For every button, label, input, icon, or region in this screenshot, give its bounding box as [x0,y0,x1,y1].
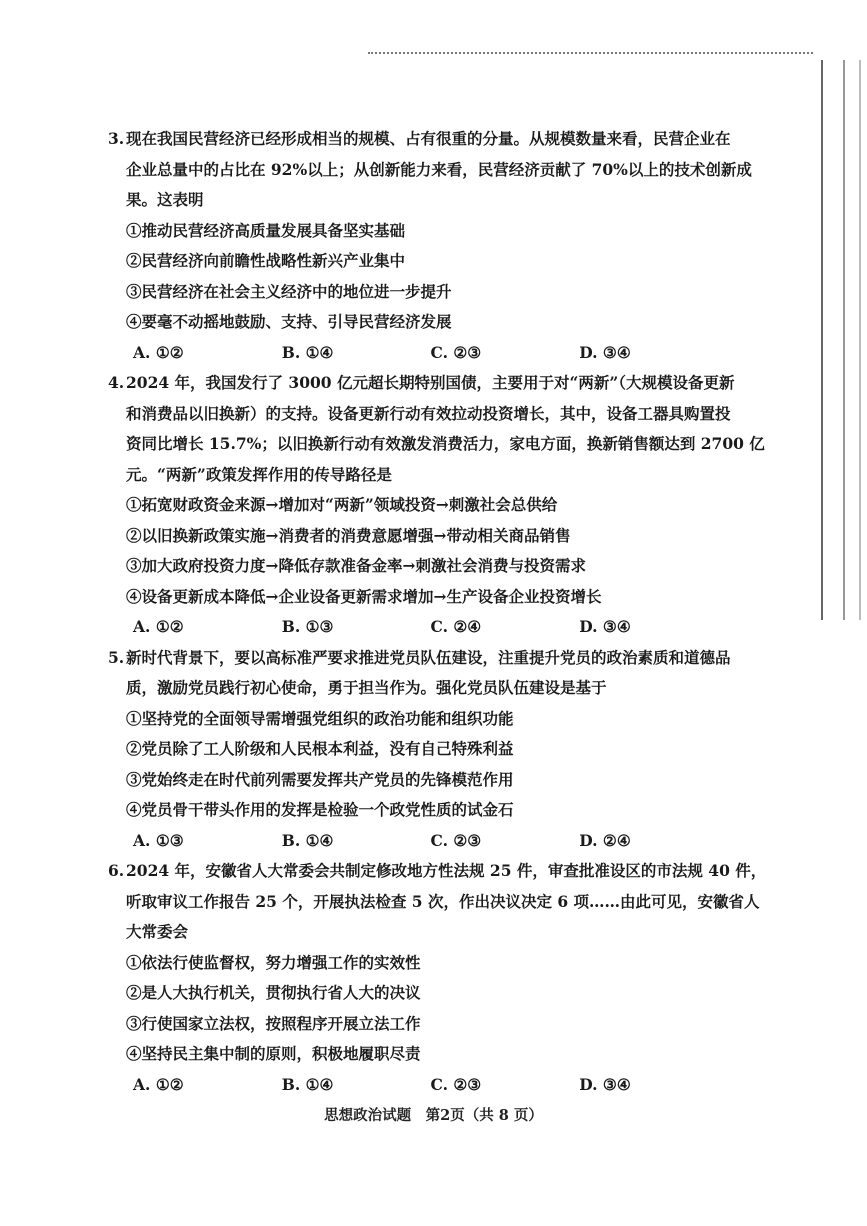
question-stem-text: 2024 年，我国发行了 3000 亿元超长期特别国债，主要用于对“两新”（大规模设备更新 [126,373,735,392]
answer-choice[interactable]: B. ①④ [281,342,334,362]
answer-choice[interactable]: D. ③④ [579,1074,631,1094]
question-5 [108,643,731,857]
question-6 [108,856,767,1100]
answer-choice[interactable]: C. ②③ [430,830,482,850]
statement-option: ①坚持党的全面领导需增强党组织的政治功能和组织功能 [126,708,514,728]
statement-option: ②民营经济向前瞻性战略性新兴产业集中 [126,251,406,270]
answer-choice[interactable]: A. ①② [133,1074,184,1094]
answer-choice[interactable]: B. ①④ [281,830,334,850]
question-stem-line: 企业总量中的占比在 92%以上；从创新能力来看，民营经济贡献了 70%以上的技术创新成 [126,159,752,179]
statement-option: ②以旧换新政策实施→消费者的消费意愿增强→带动相关商品销售 [126,525,571,545]
question-stem-line [108,643,731,674]
answer-choice[interactable]: D. ③④ [579,342,631,362]
answer-choice[interactable]: C. ②③ [430,1074,482,1094]
answer-choice[interactable]: C. ②④ [430,617,482,636]
page-footer: 思想政治试题 第2页（共 8 页） [324,1107,543,1124]
question-4 [108,368,765,643]
answer-choices [108,612,728,643]
scan-edge-line [843,60,845,620]
statement-option: ①推动民营经济高质量发展具备坚实基础 [126,220,406,240]
statement-option: ④设备更新成本降低→企业设备更新需求增加→生产设备企业投资增长 [126,586,602,606]
statement-option: ④党员骨干带头作用的发挥是检验一个政党性质的试金石 [126,800,514,819]
question-number: 5. [108,647,125,667]
statement-option: ③加大政府投资力度→降低存款准备金率→刺激社会消费与投资需求 [126,556,586,575]
statement-option: ③行使国家立法权，按照程序开展立法工作 [126,1013,421,1033]
question-stem-text: 2024 年，安徽省人大常委会共制定修改地方性法规 25 件，审查批准设区的市法规 40 件， [126,861,767,880]
question-number: 6. [108,861,125,880]
question-stem-line: 资同比增长 15.7%；以旧换新行动有效激发消费活力，家电方面，换新销售额达到 2700 亿 [126,434,765,453]
question-stem-line [108,124,731,155]
question-3 [108,124,752,368]
answer-choices [108,1070,728,1101]
answer-choice[interactable]: D. ③④ [579,617,631,636]
answer-choice[interactable]: A. ①② [133,617,184,636]
answer-choice[interactable]: B. ①④ [281,1074,334,1094]
question-number: 4. [108,373,125,392]
question-stem-line [108,368,735,399]
statement-option: ①拓宽财政资金来源→增加对“两新”领域投资→刺激社会总供给 [126,495,558,514]
statement-option: ③民营经济在社会主义经济中的地位进一步提升 [126,281,452,301]
question-stem-line: 大常委会 [126,922,189,941]
statement-option: ①依法行使监督权，努力增强工作的实效性 [126,952,421,972]
question-stem-line: 元。“两新”政策发挥作用的传导路径是 [126,464,392,484]
answer-choices [108,338,728,369]
answer-choice[interactable]: A. ①③ [133,830,184,850]
answer-choices [108,826,728,857]
question-number: 3. [108,129,125,148]
question-stem-line: 和消费品以旧换新）的支持。设备更新行动有效拉动投资增长，其中，设备工器具购置投 [126,403,731,423]
question-stem-line: 质，激励党员践行初心使命，勇于担当作为。强化党员队伍建设是基于 [126,678,607,697]
question-stem-text: 新时代背景下，要以高标准严要求推进党员队伍建设，注重提升党员的政治素质和道德品 [126,647,731,667]
answer-choice[interactable]: B. ①③ [281,617,334,636]
answer-choice[interactable]: A. ①② [133,342,184,362]
question-stem-line [108,856,767,887]
question-stem-text: 现在我国民营经济已经形成相当的规模、占有很重的分量。从规模数量来看，民营企业在 [126,129,731,148]
statement-option: ②党员除了工人阶级和人民根本利益，没有自己特殊利益 [126,739,514,758]
scan-top-rule [368,52,813,55]
statement-option: ④坚持民主集中制的原则，积极地履职尽责 [126,1044,421,1063]
scan-edge-artifact [809,40,867,620]
question-stem-line: 听取审议工作报告 25 个，开展执法检查 5 次，作出决议决定 6 项……由此可见，安徽省人 [126,891,760,911]
scan-edge-line [821,60,823,620]
scan-edge-line [859,60,861,620]
exam-page [108,124,767,1100]
answer-choice[interactable]: D. ②④ [579,830,631,850]
statement-option: ②是人大执行机关，贯彻执行省人大的决议 [126,983,421,1002]
statement-option: ③党始终走在时代前列需要发挥共产党员的先锋模范作用 [126,769,514,789]
answer-choice[interactable]: C. ②③ [430,342,482,362]
statement-option: ④要毫不动摇地鼓励、支持、引导民营经济发展 [126,312,452,331]
question-stem-line: 果。这表明 [126,190,204,209]
